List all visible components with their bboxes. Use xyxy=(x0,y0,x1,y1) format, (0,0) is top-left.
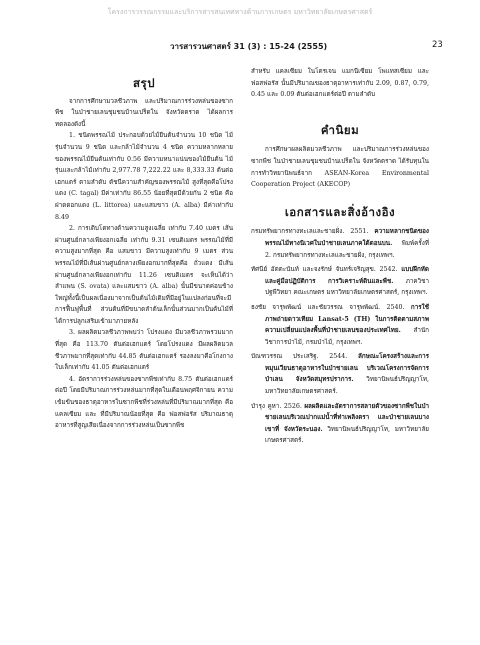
journal-running-head: วารสารวนศาสตร์ 31 (3) : 15-24 (2555) xyxy=(170,42,328,51)
summary-intro: จากการศึกษามวลชีวภาพ และปริมาณการร่วงหล่นของซากพืช ในป่าชายเลนชุมชนบ้านเปร็ดใน จังหวัดตราด ได้ผลการทดลองดังนี้ xyxy=(55,97,233,128)
reference-publisher: ภาควิชาปฐพีวิทยา คณะเกษตร มหาวิทยาลัยเกษตรศาสตร์, กรุงเทพฯ. xyxy=(265,277,429,297)
summary-item-2: 2. การเติบโตทางด้านความสูงเฉลี่ย เท่ากับ 7.40 เมตร เส้นผ่านศูนย์กลางเพียงอกเฉลี่ย เท่ากับ 9.31 เซนติเมตร พรรณไม้ที่มีความสูงมากที่สุด คือ แสมขาว มีความสูงเท่ากับ 9 เมตร ส่วนพรรณไม้ที่มีเส้นผ่านศูนย์กลางเพียงอกมากที่สุดคือ ถั่วแดง มีเส้นผ่านศูนย์กลางเพียงอกเท่ากับ 11.26 เซนติเมตร จะเห็นได้ว่า ลำแพน (S. ovata) และแสมขาว (A. alba) นั้นมีขนาดค่อนข้างใหญ่ทั้งนี้เป็นผลเนื่องมาจากเป็นต้นไม้เดิมที่มีอยู่ในแปลงก่อนที่จะมีการฟื้นฟูพื้นที่ ส่วนต้นที่มีขนาดลำต้นเล็กนั้นส่วนมากเป็นต้นไม้ที่ได้การปลูกเสริมเข้ามาภายหลัง xyxy=(55,225,233,325)
reference-item xyxy=(251,302,429,348)
reference-item xyxy=(251,351,429,397)
reference-citation: ธงชัย จารุพพัฒน์ และชัยวรรณ จารุพพัฒน์. 2540. xyxy=(251,303,411,311)
acknowledgement-text: การศึกษาผลผลิตมวลชีวภาพ และปริมาณการร่วงหล่นของซากพืช ในป่าชายเลนชุมชนบ้านเปร็ดใน จังหวัดตราด ได้รับทุนในการทำวิทยานิพนธ์จาก ASEAN-Korea Environmental Cooperation Project (AKECOP) xyxy=(251,146,429,189)
right-column xyxy=(251,66,429,450)
reference-publisher: วิทยานิพนธ์ปริญญาโท, มหาวิทยาลัยเกษตรศาสตร์. xyxy=(265,425,430,445)
reference-title: ลักษณะโครงสร้างและการหมุนเวียนธาตุอาหารในป่าชายเลน บริเวณโครงการจัดการป่าเลน จังหวัดสมุทรปราการ. xyxy=(265,353,429,384)
reference-title: ความหลากชนิดของพรรณไม้ทางนิเวศในป่าชายเลนภาคใต้ตอนบน. xyxy=(265,228,429,247)
reference-citation: บัณฑวรรณ ประเสริฐ. 2544. xyxy=(251,353,359,361)
reference-title: ผลผลิตและอัตราการสลายตัวของซากพืชในป่าชายเลนบริเวณปากแม่น้ำที่ท่าเพลิงตรา และป่าชายเลนบางเขาที่ จังหวัดระนอง. xyxy=(265,402,429,433)
references-heading: เอกสารและสิ่งอ้างอิง xyxy=(284,204,396,219)
reference-publisher: สำนักวิชาการป่าไม้, กรมป่าไม้, กรุงเทพฯ. xyxy=(265,327,429,346)
reference-title: การใช้ภาพถ่ายดาวเทียม Lansat-5 (TH) ในการติดตามสภาพความเปลี่ยนแปลงพื้นที่ป่าชายเลนของประเทศไทย. xyxy=(265,303,429,335)
reference-citation: กรมทรัพยากรทางทะเลและชายฝั่ง. 2551. xyxy=(251,228,375,236)
reference-publisher: วิทยานิพนธ์ปริญญาโท, มหาวิทยาลัยเกษตรศาสตร์. xyxy=(265,376,429,396)
reference-citation: ทัศนีย์ อัตตะนันท์ และจงรักษ์ จันทร์เจริญสุข. 2542. xyxy=(251,266,402,274)
reference-item xyxy=(251,226,429,261)
summary-item-3: 3. ผลผลิตมวลชีวภาพพบว่า โปรงแดง มีมวลชีวภาพรวมมากที่สุด คือ 113.70 ตันต่อเฮกแตร์ โดยโปรงแดง มีผลผลิตมวลชีวภาพมากที่สุดเท่ากับ 44.85 ตันต่อเฮกแตร์ รองลงมาคือโกงกางใบเล็กเท่ากับ 41.05 ตันต่อเฮกแตร์ xyxy=(55,329,233,372)
reference-item xyxy=(251,264,429,299)
summary-continuation: สำหรับ แคลเซียม ในโตรเจน แมกนีเซียม โพแทสเซียม และฟอสฟอรัส นั้นมีปริมาณของธาตุอาหารเท่ากับ 2.09, 0.87, 0.79, 0.45 และ 0.09 ตันต่อเฮกแตร์ต่อปี ตามลำดับ xyxy=(251,68,429,99)
reference-item xyxy=(251,401,429,447)
page-number: 23 xyxy=(432,40,443,50)
summary-heading: สรุป xyxy=(133,76,155,90)
acknowledgement-heading: คำนิยม xyxy=(320,122,360,137)
left-column xyxy=(55,66,233,432)
reference-citation: บำรุง คูหา. 2526. xyxy=(251,402,305,410)
summary-item-4: 4. อัตราการร่วงหล่นของซากพืชเท่ากับ 8.75 ตันต่อเฮกแตร์ต่อปี โดยมีปริมาณการร่วงหล่นมากที่สุดในเดือนพฤศจิกายน ความเข้มข้นของธาตุอาหารในซากพืชที่ร่วงหล่นที่มีปริมาณมากที่สุด คือ แคลเซียม และ ที่มีปริมาณน้อยที่สุด คือ ฟอสฟอรัส ปริมาณธาตุอาหารที่สูญเสียเนื่องจากการร่วงหล่นเป็นซากพืช xyxy=(55,375,233,430)
watermark: โครงการวรรณกรรมและบริการสารสนเทศทางด้านการเกษตร มหาวิทยาลัยเกษตรศาสตร์ xyxy=(107,8,373,16)
reference-publisher: พิมพ์ครั้งที่ 2. กรมทรัพยากรทางทะเลและชายฝั่ง, กรุงเทพฯ. xyxy=(265,239,429,259)
summary-item-1: 1. ชนิดพรรณไม้ ประกอบด้วยไม้ยืนต้นจำนวน 10 ชนิด ไม้รุ่นจำนวน 9 ชนิด และกล้าไม้จำนวน 4 ชนิด ความหลากหลายของพรรณไม้ยืนต้นเท่ากับ 0.56 มีความหนาแน่นของไม้ยืนต้น ไม้รุ่นและกล้าไม้เท่ากับ 2,977.78 7,222.22 และ 8,333.33 ต้นต่อเฮกแตร์ ตามลำดับ ดัชนีความสำคัญของพรรณไม้ สูงที่สุดคือโปรงแดง (C. tagal) มีค่าเท่ากับ 86.55 น้อยที่สุดมีด้วยกัน 2 ชนิด คือ ฝาดดอกแดง (L. littorea) และแสมขาว (A. alba) มีค่าเท่ากับ 8.49 xyxy=(55,132,233,221)
reference-title: แบบฝึกหัดและคู่มือปฏิบัติการ การวิเคราะห์ดินและพืช. xyxy=(265,266,429,285)
